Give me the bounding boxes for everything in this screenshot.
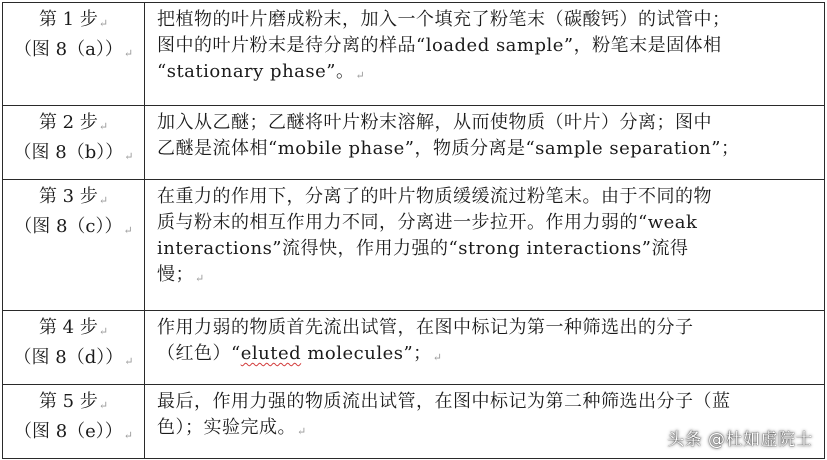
step-figure-ref: （图 8（c）） — [14, 216, 123, 237]
return-mark: ↵ — [123, 224, 133, 237]
return-mark: ↵ — [98, 17, 109, 30]
description-line: 质与粉末的相互作用力不同，分离进一步拉开。作用力弱的“weak — [157, 212, 698, 233]
return-mark: ↵ — [98, 120, 109, 133]
description-line: 色）；实验完成。 — [157, 417, 296, 438]
table-row — [3, 311, 825, 385]
spellcheck-flagged-word: eluted — [240, 343, 302, 364]
step-description-cell — [145, 311, 825, 385]
table-row — [3, 3, 825, 106]
step-number: 第 3 步 — [38, 186, 98, 207]
return-mark: ↵ — [123, 429, 134, 442]
description-line: 加入从乙醚；乙醚将叶片粉末溶解，从而使物质（叶片）分离；图中 — [157, 112, 712, 133]
return-mark: ↵ — [432, 351, 443, 364]
step-figure-ref: （图 8（b）） — [13, 142, 124, 163]
description-line: 作用力弱的物质首先流出试管，在图中标记为第一种筛选出的分子 — [157, 317, 694, 338]
step-description-cell — [145, 180, 825, 311]
description-line: 慢； — [157, 264, 194, 285]
step-label-cell — [3, 311, 145, 385]
step-figure-ref: （图 8（e）） — [13, 421, 123, 442]
return-mark: ↵ — [123, 47, 134, 60]
step-label-cell — [3, 385, 145, 459]
description-line: 乙醚是流体相“mobile phase”，物质分离是“sample separation”； — [157, 138, 740, 159]
description-line-suffix: molecules”； — [301, 343, 432, 364]
table-row — [3, 106, 825, 180]
return-mark: ↵ — [124, 150, 134, 163]
step-number: 第 1 步 — [38, 9, 98, 30]
return-mark: ↵ — [98, 399, 109, 412]
return-mark: ↵ — [195, 272, 205, 285]
step-label-cell — [3, 106, 145, 180]
step-description-cell — [145, 106, 825, 180]
return-mark: ↵ — [124, 355, 134, 368]
step-label-cell — [3, 180, 145, 311]
return-mark: ↵ — [297, 425, 307, 438]
description-line: 图中的叶片粉末是待分离的样品“loaded sample”，粉笔末是固体相 — [157, 35, 722, 56]
step-number: 第 2 步 — [38, 112, 98, 133]
watermark: 头条 @杜如虚院士 — [667, 430, 813, 450]
description-line: 把植物的叶片磨成粉末，加入一个填充了粉笔末（碳酸钙）的试管中； — [157, 9, 731, 30]
step-description-cell — [145, 3, 825, 106]
description-line: 最后，作用力强的物质流出试管，在图中标记为第二种筛选出分子（蓝 — [157, 391, 731, 412]
description-line: “stationary phase”。 — [157, 61, 355, 82]
step-label-cell — [3, 3, 145, 106]
table-row — [3, 180, 825, 311]
description-line: interactions”流得快，作用力强的“strong interactions”流得 — [157, 238, 689, 259]
return-mark: ↵ — [98, 325, 109, 338]
description-line-prefix: （红色）“ — [157, 343, 241, 364]
step-number: 第 5 步 — [38, 391, 98, 412]
return-mark: ↵ — [98, 194, 109, 207]
return-mark: ↵ — [355, 69, 366, 82]
step-figure-ref: （图 8（a）） — [13, 39, 123, 60]
steps-table — [2, 2, 825, 459]
step-figure-ref: （图 8（d）） — [13, 347, 124, 368]
step-number: 第 4 步 — [38, 317, 98, 338]
description-line: 在重力的作用下，分离了的叶片物质缓缓流过粉笔末。由于不同的物 — [157, 186, 712, 207]
